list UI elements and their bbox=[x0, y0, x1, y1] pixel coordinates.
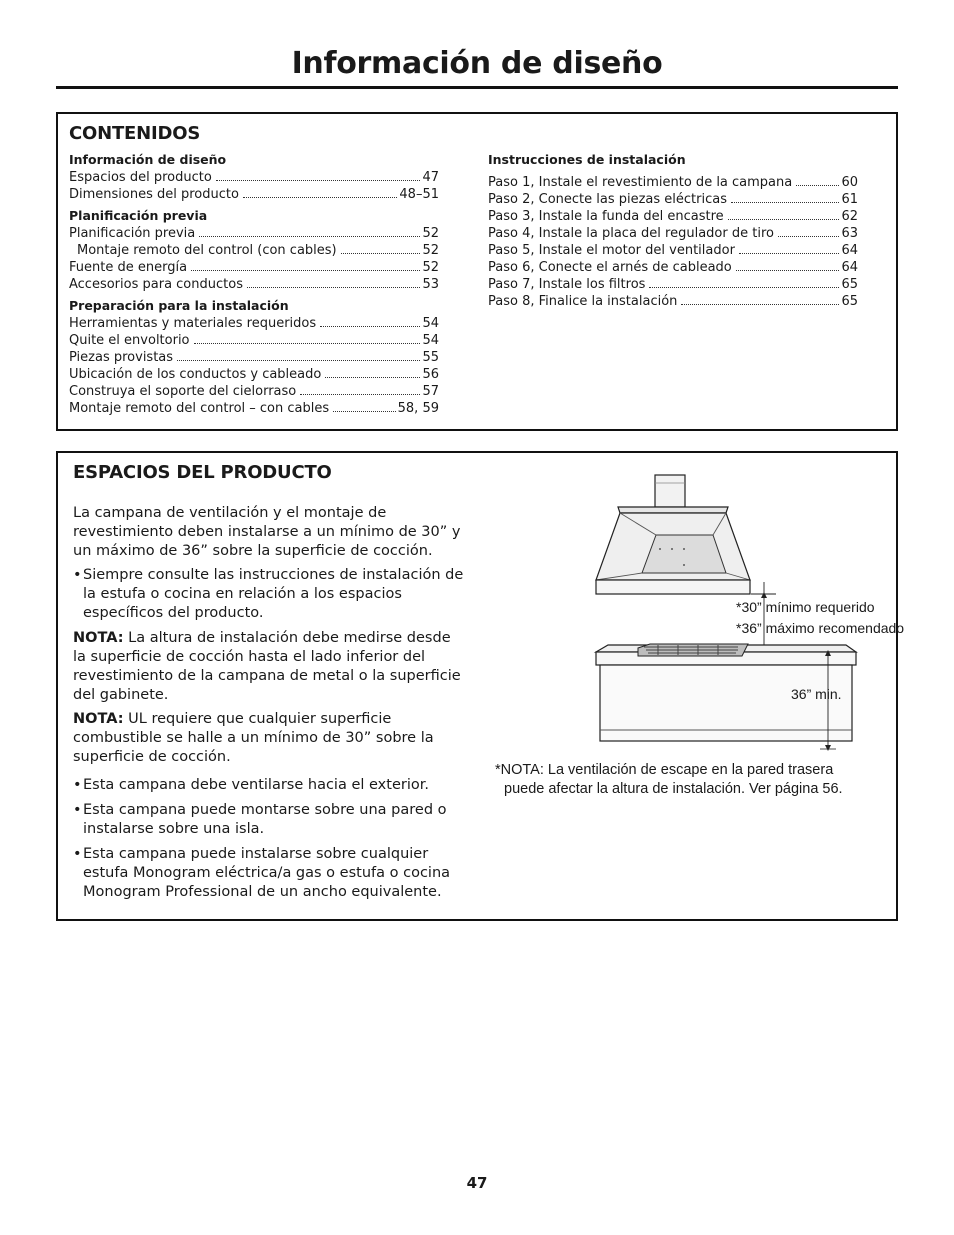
toc-entry-label: Ubicación de los conductos y cableado bbox=[69, 367, 322, 382]
toc-entry[interactable] bbox=[488, 293, 858, 310]
toc-entry-label: Piezas provistas bbox=[69, 350, 174, 365]
note-paragraph bbox=[73, 629, 465, 705]
contents-heading: CONTENIDOS bbox=[69, 123, 201, 144]
note-label: NOTA: bbox=[73, 630, 124, 646]
toc-dot-leader bbox=[177, 359, 420, 361]
toc-entry-label: Accesorios para conductos bbox=[69, 277, 243, 292]
toc-entry[interactable] bbox=[488, 174, 858, 191]
toc-entry-page: 63 bbox=[841, 226, 858, 241]
footnote-line: puede afectar la altura de instalación. Ver página 56. bbox=[504, 781, 843, 797]
toc-entry-label: Fuente de energía bbox=[69, 260, 188, 275]
toc-entry[interactable] bbox=[69, 169, 439, 186]
page-title: Información de diseño bbox=[291, 46, 663, 81]
note-text: UL requiere que cualquier superficie combustible se halle a un mínimo de 30” sobre la superficie de cocción. bbox=[73, 711, 434, 765]
toc-entry[interactable] bbox=[69, 383, 439, 400]
toc-entry-label: Paso 7, Instale los filtros bbox=[488, 277, 646, 292]
toc-dot-leader bbox=[681, 303, 839, 305]
toc-entry-page: 64 bbox=[841, 243, 858, 258]
toc-entry-page: 60 bbox=[841, 175, 858, 190]
toc-entry-label: Paso 8, Finalice la instalación bbox=[488, 294, 678, 309]
toc-entry-label: Paso 1, Instale el revestimiento de la campana bbox=[488, 175, 793, 190]
toc-entry-page: 64 bbox=[841, 260, 858, 275]
toc-entry-page: 55 bbox=[422, 350, 439, 365]
toc-entry[interactable] bbox=[69, 225, 439, 242]
toc-entry-page: 65 bbox=[841, 294, 858, 309]
toc-dot-leader bbox=[739, 252, 840, 254]
toc-right-column bbox=[488, 151, 858, 310]
toc-entry-page: 62 bbox=[841, 209, 858, 224]
cabinet-height-label: 36” min. bbox=[791, 686, 842, 702]
toc-dot-leader bbox=[199, 235, 420, 237]
toc-entry-label: Construya el soporte del cielorraso bbox=[69, 384, 297, 399]
footnote-line: *NOTA: La ventilación de escape en la pared trasera bbox=[495, 762, 834, 778]
toc-entry-page: 52 bbox=[422, 226, 439, 241]
toc-entry[interactable] bbox=[69, 400, 439, 417]
toc-dot-leader bbox=[728, 218, 840, 220]
toc-entry[interactable] bbox=[69, 242, 439, 259]
toc-entry[interactable] bbox=[488, 225, 858, 242]
toc-group-title: Preparación para la instalación bbox=[69, 298, 289, 313]
product-clearances-heading: ESPACIOS DEL PRODUCTO bbox=[73, 462, 332, 483]
intro-paragraph: La campana de ventilación y el montaje de revestimiento deben instalarse a un mínimo de 30” y un máximo de 36” sobre la superficie de cocción. bbox=[73, 505, 461, 559]
toc-group bbox=[69, 151, 439, 203]
toc-dot-leader bbox=[191, 269, 420, 271]
toc-dot-leader bbox=[216, 179, 421, 181]
hood-and-cooktop-illustration bbox=[578, 465, 908, 765]
bullet-item bbox=[73, 776, 465, 795]
toc-entry-label: Montaje remoto del control – con cables bbox=[69, 401, 330, 416]
page-number: 47 bbox=[466, 1174, 488, 1192]
toc-entry-page: 52 bbox=[422, 243, 439, 258]
product-text bbox=[73, 504, 465, 908]
toc-entry-label: Espacios del producto bbox=[69, 170, 212, 185]
toc-entry[interactable] bbox=[69, 276, 439, 293]
min-clearance-label: *30” mínimo requerido bbox=[736, 599, 875, 615]
toc-dot-leader bbox=[796, 184, 839, 186]
title-rule bbox=[56, 86, 898, 89]
toc-entry[interactable] bbox=[488, 191, 858, 208]
toc-entry-label: Paso 6, Conecte el arnés de cableado bbox=[488, 260, 732, 275]
toc-entry[interactable] bbox=[69, 366, 439, 383]
toc-dot-leader bbox=[325, 376, 420, 378]
toc-entry-label: Montaje remoto del control (con cables) bbox=[77, 243, 337, 258]
toc-group bbox=[69, 297, 439, 417]
toc-entry-label: Paso 5, Instale el motor del ventilador bbox=[488, 243, 735, 258]
toc-dot-leader bbox=[243, 196, 397, 198]
toc-dot-leader bbox=[247, 286, 420, 288]
toc-dot-leader bbox=[333, 410, 396, 412]
toc-dot-leader bbox=[300, 393, 420, 395]
toc-entry-page: 57 bbox=[422, 384, 439, 399]
toc-entry[interactable] bbox=[488, 259, 858, 276]
toc-group-title: Planificación previa bbox=[69, 208, 208, 223]
bullet-text: Siempre consulte las instrucciones de instalación de la estufa o cocina en relación a los espacios específicos del producto. bbox=[83, 567, 464, 621]
note-label: NOTA: bbox=[73, 711, 124, 727]
toc-entry-page: 53 bbox=[422, 277, 439, 292]
toc-entry-page: 54 bbox=[422, 333, 439, 348]
toc-entry-label: Dimensiones del producto bbox=[69, 187, 239, 202]
toc-entry-page: 54 bbox=[422, 316, 439, 331]
toc-entry-page: 61 bbox=[841, 192, 858, 207]
bullet-dot: • bbox=[73, 567, 82, 583]
toc-entry-page: 48–51 bbox=[399, 187, 439, 202]
toc-group-title: Instrucciones de instalación bbox=[488, 152, 686, 167]
toc-entry-page: 58, 59 bbox=[397, 401, 439, 416]
toc-left-column bbox=[69, 151, 439, 421]
bullet-dot: • bbox=[73, 846, 82, 862]
note-text: La altura de instalación debe medirse desde la superficie de cocción hasta el lado inferior del revestimiento de la campana de metal o la superficie del gabinete. bbox=[73, 630, 461, 703]
toc-entry[interactable] bbox=[69, 349, 439, 366]
bullet-item bbox=[73, 801, 465, 839]
toc-entry[interactable] bbox=[69, 332, 439, 349]
toc-entry-page: 52 bbox=[422, 260, 439, 275]
footnote bbox=[495, 761, 895, 799]
toc-entry-page: 56 bbox=[422, 367, 439, 382]
toc-dot-leader bbox=[194, 342, 421, 344]
bullet-text: Esta campana puede montarse sobre una pared o instalarse sobre una isla. bbox=[83, 802, 447, 837]
toc-entry[interactable] bbox=[488, 276, 858, 293]
toc-dot-leader bbox=[341, 252, 421, 254]
toc-entry-label: Planificación previa bbox=[69, 226, 196, 241]
toc-entry-page: 47 bbox=[422, 170, 439, 185]
contents-box bbox=[56, 112, 898, 431]
toc-entry-label: Paso 4, Instale la placa del regulador de tiro bbox=[488, 226, 774, 241]
toc-entry-page: 65 bbox=[841, 277, 858, 292]
toc-entry[interactable] bbox=[69, 315, 439, 332]
toc-entry-label: Herramientas y materiales requeridos bbox=[69, 316, 317, 331]
bullet-text: Esta campana puede instalarse sobre cualquier estufa Monogram eléctrica/a gas o estufa o cocina Monogram Professional de un ancho equivalente. bbox=[83, 846, 451, 900]
toc-dot-leader bbox=[731, 201, 839, 203]
toc-group-title: Información de diseño bbox=[69, 152, 227, 167]
toc-dot-leader bbox=[778, 235, 839, 237]
toc-entry[interactable] bbox=[69, 186, 439, 203]
toc-dot-leader bbox=[320, 325, 420, 327]
toc-entry-label: Quite el envoltorio bbox=[69, 333, 190, 348]
max-clearance-label: *36” máximo recomendado bbox=[736, 620, 905, 636]
bullet-dot: • bbox=[73, 802, 82, 818]
bullet-item bbox=[73, 566, 465, 623]
toc-dot-leader bbox=[736, 269, 840, 271]
clearance-diagram bbox=[578, 465, 908, 765]
toc-group bbox=[69, 207, 439, 293]
toc-entry-label: Paso 3, Instale la funda del encastre bbox=[488, 209, 724, 224]
toc-entry[interactable] bbox=[488, 242, 858, 259]
bullet-dot: • bbox=[73, 777, 82, 793]
toc-dot-leader bbox=[649, 286, 839, 288]
note-paragraph bbox=[73, 710, 465, 767]
bullet-item bbox=[73, 845, 465, 902]
product-clearances-box bbox=[56, 451, 905, 921]
toc-entry[interactable] bbox=[69, 259, 439, 276]
bullet-text: Esta campana debe ventilarse hacia el exterior. bbox=[83, 777, 429, 793]
toc-entry[interactable] bbox=[488, 208, 858, 225]
toc-entry-label: Paso 2, Conecte las piezas eléctricas bbox=[488, 192, 727, 207]
